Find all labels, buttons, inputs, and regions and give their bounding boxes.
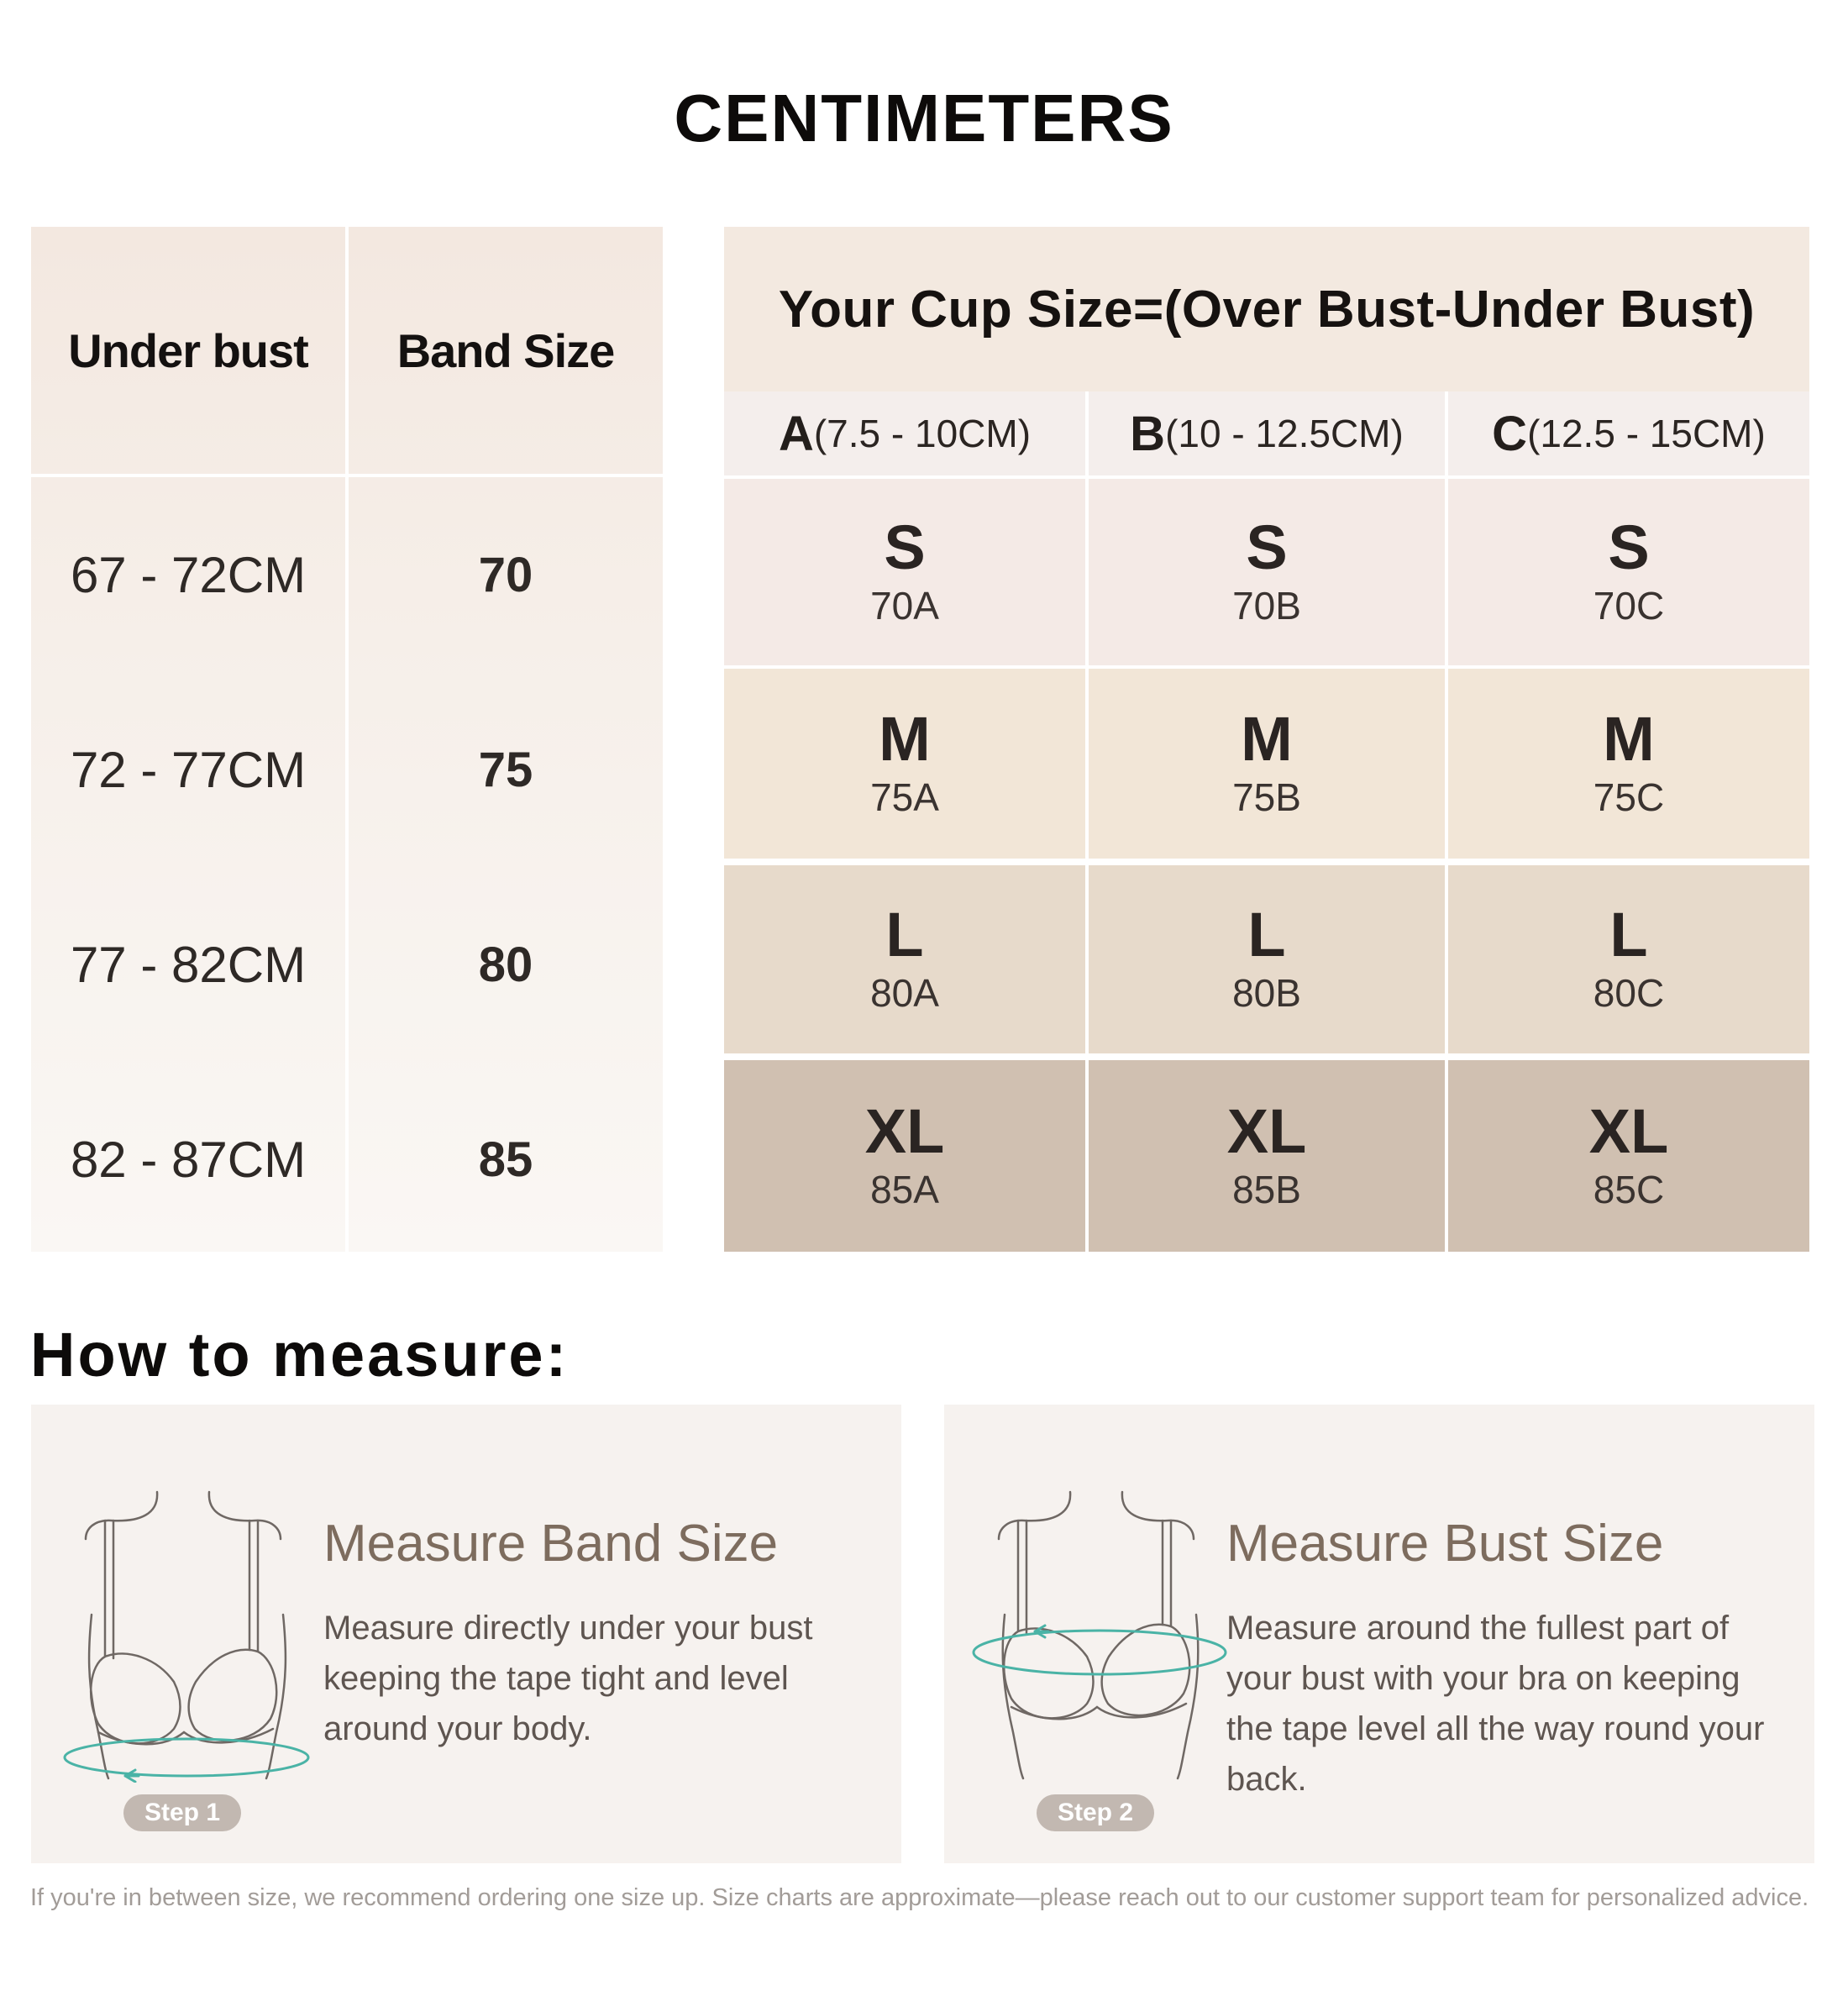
size-cell-xl-c	[1448, 1060, 1809, 1252]
under-bust-header: Under bust	[68, 323, 308, 377]
band-size-cell: 75	[478, 742, 533, 797]
cup-letter: C	[1492, 406, 1528, 461]
size-letter: S	[1608, 512, 1650, 582]
size-letter: XL	[1226, 1096, 1307, 1166]
size-cell-s-a	[724, 479, 1085, 665]
footnote: If you're in between size, we recommend ordering one size up. Size charts are approximate—please reach out to our customer support team for personalized advice.	[30, 1884, 1809, 1911]
size-cell-l-c	[1448, 865, 1809, 1053]
cup-column-c	[1448, 391, 1809, 475]
size-code: 85B	[1232, 1168, 1301, 1211]
size-letter: M	[879, 704, 931, 774]
band-size-cell: 70	[478, 547, 533, 602]
page-title: CENTIMETERS	[674, 81, 1174, 155]
step-2-badge: Step 2	[1037, 1794, 1154, 1831]
step-1-card	[31, 1405, 901, 1863]
step-1-line: keeping the tape tight and level	[323, 1660, 789, 1697]
size-code: 85A	[870, 1168, 939, 1211]
step-2-line: back.	[1226, 1761, 1307, 1798]
size-code: 70B	[1232, 584, 1301, 628]
size-letter: S	[884, 512, 926, 582]
bra-band-measure-icon	[48, 1480, 325, 1783]
under-bust-column	[31, 227, 345, 1252]
size-letter: XL	[864, 1096, 945, 1166]
size-letter: L	[1609, 900, 1648, 969]
size-code: 70A	[870, 584, 939, 628]
band-size-header: Band Size	[396, 323, 615, 377]
band-size-column	[349, 227, 663, 1252]
size-cell-s-b	[1089, 479, 1445, 665]
step-1-text	[323, 1603, 813, 1754]
step-2-line: the tape level all the way round your	[1226, 1710, 1765, 1747]
step-1-badge: Step 1	[123, 1794, 241, 1831]
under-bust-cell: 82 - 87CM	[70, 1131, 307, 1188]
size-code: 75B	[1232, 775, 1301, 819]
size-code: 80C	[1593, 971, 1665, 1015]
size-letter: M	[1603, 704, 1655, 774]
size-cell-l-a	[724, 865, 1085, 1053]
under-bust-cell: 67 - 72CM	[70, 546, 307, 603]
band-size-cell: 80	[478, 937, 533, 992]
size-letter: XL	[1588, 1096, 1669, 1166]
cup-letter: A	[778, 406, 814, 461]
size-cell-s-c	[1448, 479, 1809, 665]
cup-size-header: Your Cup Size=(Over Bust-Under Bust)	[724, 227, 1809, 391]
under-bust-cell: 77 - 82CM	[70, 936, 307, 993]
step-1-line: around your body.	[323, 1710, 592, 1747]
size-cell-xl-b	[1089, 1060, 1445, 1252]
band-size-cell: 85	[478, 1132, 533, 1187]
size-cell-m-b	[1089, 669, 1445, 859]
size-letter: L	[1247, 900, 1286, 969]
cup-column-b	[1089, 391, 1445, 475]
cup-range: (12.5 - 15CM)	[1527, 412, 1766, 455]
size-letter: M	[1241, 704, 1293, 774]
size-cell-xl-a	[724, 1060, 1085, 1252]
step-2-title: Measure Bust Size	[1226, 1515, 1664, 1573]
step-2-card	[944, 1405, 1814, 1863]
size-cell-m-c	[1448, 669, 1809, 859]
size-letter: S	[1246, 512, 1288, 582]
size-code: 75C	[1593, 775, 1665, 819]
cup-range: (10 - 12.5CM)	[1165, 412, 1404, 455]
size-code: 75A	[870, 775, 939, 819]
size-code: 70C	[1593, 584, 1665, 628]
how-to-measure-title: How to measure:	[30, 1320, 570, 1389]
size-code: 85C	[1593, 1168, 1665, 1211]
size-cell-m-a	[724, 669, 1085, 859]
size-code: 80B	[1232, 971, 1301, 1015]
size-code: 80A	[870, 971, 939, 1015]
cup-letter: B	[1130, 406, 1166, 461]
step-1-line: Measure directly under your bust	[323, 1610, 813, 1647]
step-2-text	[1226, 1603, 1764, 1804]
under-bust-cell: 72 - 77CM	[70, 741, 307, 798]
step-2-line: your bust with your bra on keeping	[1226, 1660, 1740, 1697]
cup-range: (7.5 - 10CM)	[813, 412, 1032, 455]
bra-bust-measure-icon	[961, 1480, 1238, 1783]
step-2-line: Measure around the fullest part of	[1226, 1610, 1730, 1647]
size-cell-l-b	[1089, 865, 1445, 1053]
cup-column-a	[724, 391, 1085, 475]
size-letter: L	[885, 900, 924, 969]
step-1-title: Measure Band Size	[323, 1515, 779, 1573]
